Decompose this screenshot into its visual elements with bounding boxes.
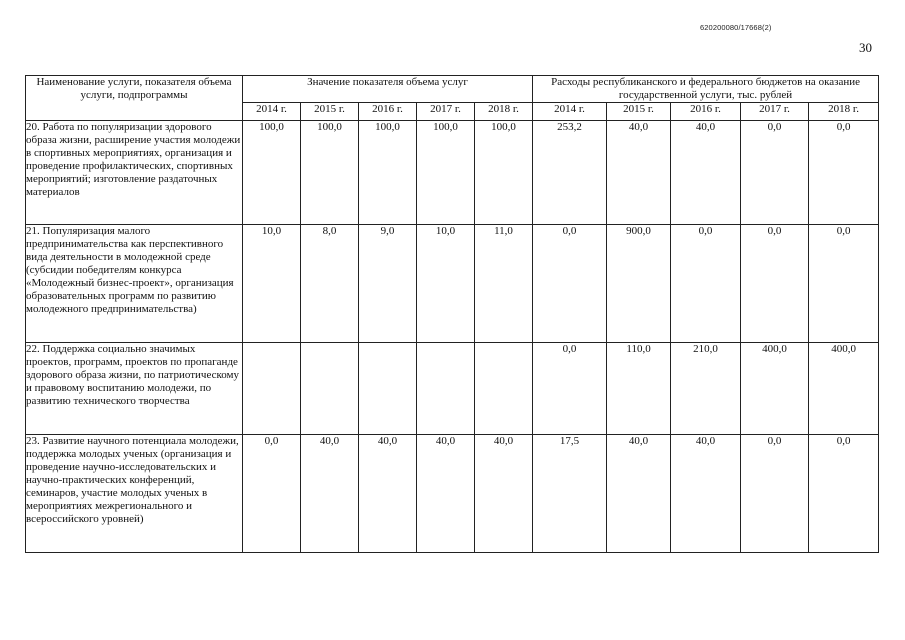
volume-cell: 8,0 [301, 225, 359, 343]
expense-cell: 253,2 [533, 121, 607, 225]
expense-year-header: 2015 г. [607, 103, 671, 121]
volume-cell: 10,0 [243, 225, 301, 343]
expense-cell: 17,5 [533, 435, 607, 553]
expense-cell: 0,0 [533, 225, 607, 343]
expense-cell: 210,0 [671, 343, 741, 435]
volume-cell: 100,0 [243, 121, 301, 225]
volume-cell: 40,0 [475, 435, 533, 553]
expense-year-header: 2018 г. [809, 103, 879, 121]
volume-cell: 100,0 [301, 121, 359, 225]
expense-cell: 0,0 [741, 225, 809, 343]
table-row [26, 225, 879, 343]
document-id: 620200080/17668(2) [700, 23, 772, 32]
volume-group-header: Значение показателя объема услуг [243, 76, 533, 103]
volume-year-header: 2017 г. [417, 103, 475, 121]
volume-cell [301, 343, 359, 435]
row-name-cell: 23. Развитие научного потенциала молодежи, поддержка молодых ученых (организация и проведение научно-исследовательских и научно-практических конференций, семинаров, участие молодых ученых в мероприятиях межрегионального и всероссийского уровней) [26, 435, 243, 553]
expense-group-header: Расходы республиканского и федерального бюджетов на оказание государственной услуги, тыс. рублей [533, 76, 879, 103]
expense-cell: 0,0 [741, 121, 809, 225]
volume-year-header: 2015 г. [301, 103, 359, 121]
volume-year-header: 2018 г. [475, 103, 533, 121]
volume-cell: 9,0 [359, 225, 417, 343]
volume-cell: 40,0 [301, 435, 359, 553]
volume-cell: 0,0 [243, 435, 301, 553]
row-name-cell: 20. Работа по популяризации здорового образа жизни, расширение участия молодежи в спортивных мероприятиях, организация и проведение профилактических, спортивных мероприятий; изготовление раздаточных материалов [26, 121, 243, 225]
expense-cell: 0,0 [809, 121, 879, 225]
expense-cell: 40,0 [671, 121, 741, 225]
expense-cell: 0,0 [741, 435, 809, 553]
table-row [26, 343, 879, 435]
volume-cell: 11,0 [475, 225, 533, 343]
expense-cell: 40,0 [607, 435, 671, 553]
volume-cell [359, 343, 417, 435]
volume-cell: 40,0 [359, 435, 417, 553]
table-row [26, 121, 879, 225]
expense-year-header: 2017 г. [741, 103, 809, 121]
volume-cell: 40,0 [417, 435, 475, 553]
expense-cell: 400,0 [741, 343, 809, 435]
expense-cell: 0,0 [809, 435, 879, 553]
page-number: 30 [859, 40, 872, 55]
services-table [25, 75, 879, 553]
expense-cell: 0,0 [809, 225, 879, 343]
expense-cell: 0,0 [671, 225, 741, 343]
volume-year-header: 2016 г. [359, 103, 417, 121]
volume-cell: 100,0 [359, 121, 417, 225]
volume-year-header: 2014 г. [243, 103, 301, 121]
volume-cell [475, 343, 533, 435]
expense-cell: 110,0 [607, 343, 671, 435]
expense-year-header: 2016 г. [671, 103, 741, 121]
expense-cell: 40,0 [607, 121, 671, 225]
volume-cell: 10,0 [417, 225, 475, 343]
expense-cell: 0,0 [533, 343, 607, 435]
volume-cell [243, 343, 301, 435]
row-name-cell: 21. Популяризация малого предпринимательства как перспективного вида деятельности в молодежной среде (субсидии победителям конкурса «Молодежный бизнес-проект», организация образовательных программ по развитию молодежного предпринимательства) [26, 225, 243, 343]
expense-cell: 900,0 [607, 225, 671, 343]
volume-cell: 100,0 [475, 121, 533, 225]
table-row [26, 435, 879, 553]
expense-year-header: 2014 г. [533, 103, 607, 121]
expense-cell: 400,0 [809, 343, 879, 435]
row-name-cell: 22. Поддержка социально значимых проектов, программ, проектов по пропаганде здорового образа жизни, по патриотическому и правовому воспитанию молодежи, по развитию технического творчества [26, 343, 243, 435]
volume-cell [417, 343, 475, 435]
name-column-header: Наименование услуги, показателя объема услуги, подпрограммы [26, 76, 243, 121]
volume-cell: 100,0 [417, 121, 475, 225]
expense-cell: 40,0 [671, 435, 741, 553]
